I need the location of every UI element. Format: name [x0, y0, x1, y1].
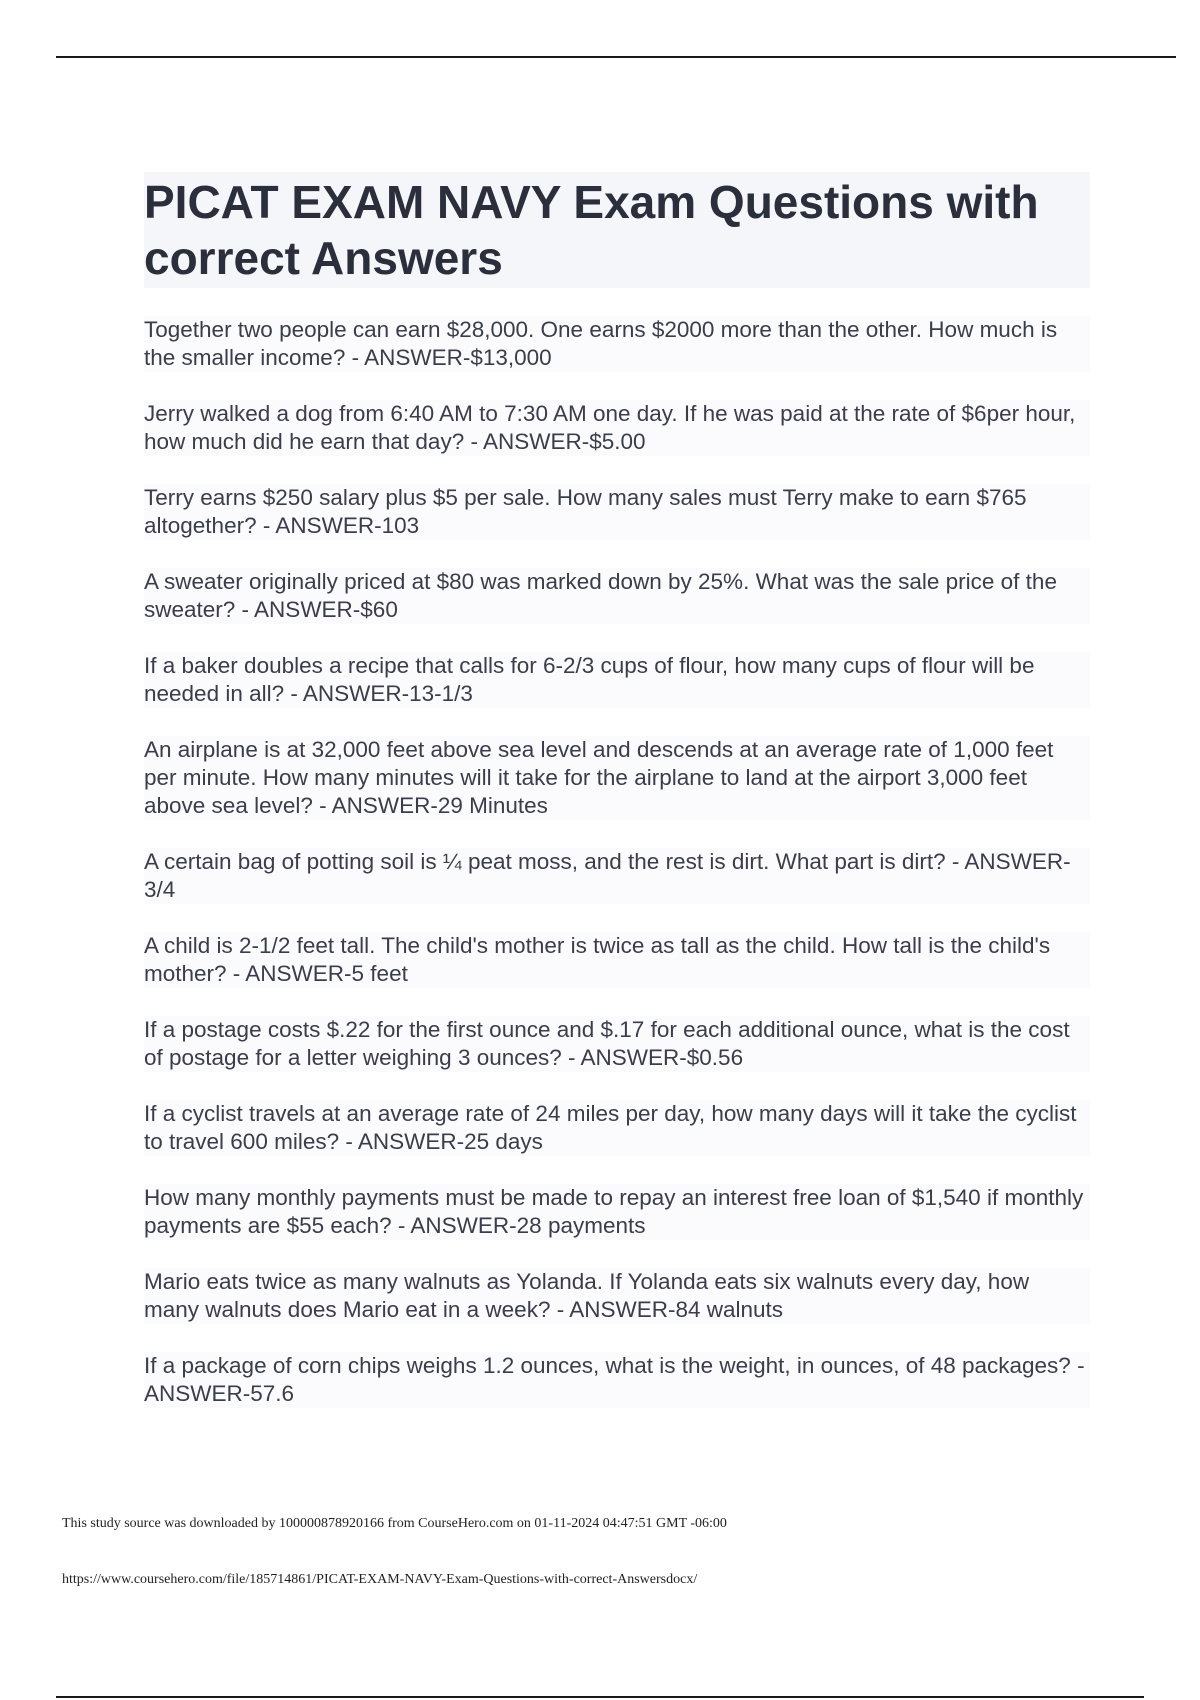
question-item: How many monthly payments must be made to repay an interest free loan of $1,540 if monthly payments are $55 each? - ANSWER-28 payments	[144, 1184, 1090, 1240]
question-item: A child is 2-1/2 feet tall. The child's mother is twice as tall as the child. How tall is the child's mother? - ANSWER-5 feet	[144, 932, 1090, 988]
bottom-rule	[56, 1696, 1144, 1698]
top-rule	[56, 56, 1176, 58]
question-item: Terry earns $250 salary plus $5 per sale. How many sales must Terry make to earn $765 altogether? - ANSWER-103	[144, 484, 1090, 540]
question-item: If a postage costs $.22 for the first ounce and $.17 for each additional ounce, what is the cost of postage for a letter weighing 3 ounces? - ANSWER-$0.56	[144, 1016, 1090, 1072]
question-list	[144, 316, 1090, 1408]
question-item: Jerry walked a dog from 6:40 AM to 7:30 AM one day. If he was paid at the rate of $6per hour, how much did he earn that day? - ANSWER-$5.00	[144, 400, 1090, 456]
question-item: If a package of corn chips weighs 1.2 ounces, what is the weight, in ounces, of 48 packages? - ANSWER-57.6	[144, 1352, 1090, 1408]
question-item: A sweater originally priced at $80 was marked down by 25%. What was the sale price of the sweater? - ANSWER-$60	[144, 568, 1090, 624]
question-item: If a baker doubles a recipe that calls for 6-2/3 cups of flour, how many cups of flour will be needed in all? - ANSWER-13-1/3	[144, 652, 1090, 708]
document-body	[144, 172, 1090, 1436]
question-item: An airplane is at 32,000 feet above sea level and descends at an average rate of 1,000 feet per minute. How many minutes will it take for the airplane to land at the airport 3,000 feet above sea level? - ANSWER-29 Minutes	[144, 736, 1090, 820]
source-notice: This study source was downloaded by 100000878920166 from CourseHero.com on 01-11-2024 04:47:51 GMT -06:00	[62, 1516, 727, 1531]
question-item: A certain bag of potting soil is ¼ peat moss, and the rest is dirt. What part is dirt? - ANSWER-3/4	[144, 848, 1090, 904]
question-item: If a cyclist travels at an average rate of 24 miles per day, how many days will it take the cyclist to travel 600 miles? - ANSWER-25 days	[144, 1100, 1090, 1156]
question-item: Mario eats twice as many walnuts as Yolanda. If Yolanda eats six walnuts every day, how many walnuts does Mario eat in a week? - ANSWER-84 walnuts	[144, 1268, 1090, 1324]
question-item: Together two people can earn $28,000. One earns $2000 more than the other. How much is the smaller income? - ANSWER-$13,000	[144, 316, 1090, 372]
source-url: https://www.coursehero.com/file/185714861/PICAT-EXAM-NAVY-Exam-Questions-with-correct-Answersdocx/	[62, 1572, 698, 1587]
document-title: PICAT EXAM NAVY Exam Questions with correct Answers	[144, 172, 1090, 288]
